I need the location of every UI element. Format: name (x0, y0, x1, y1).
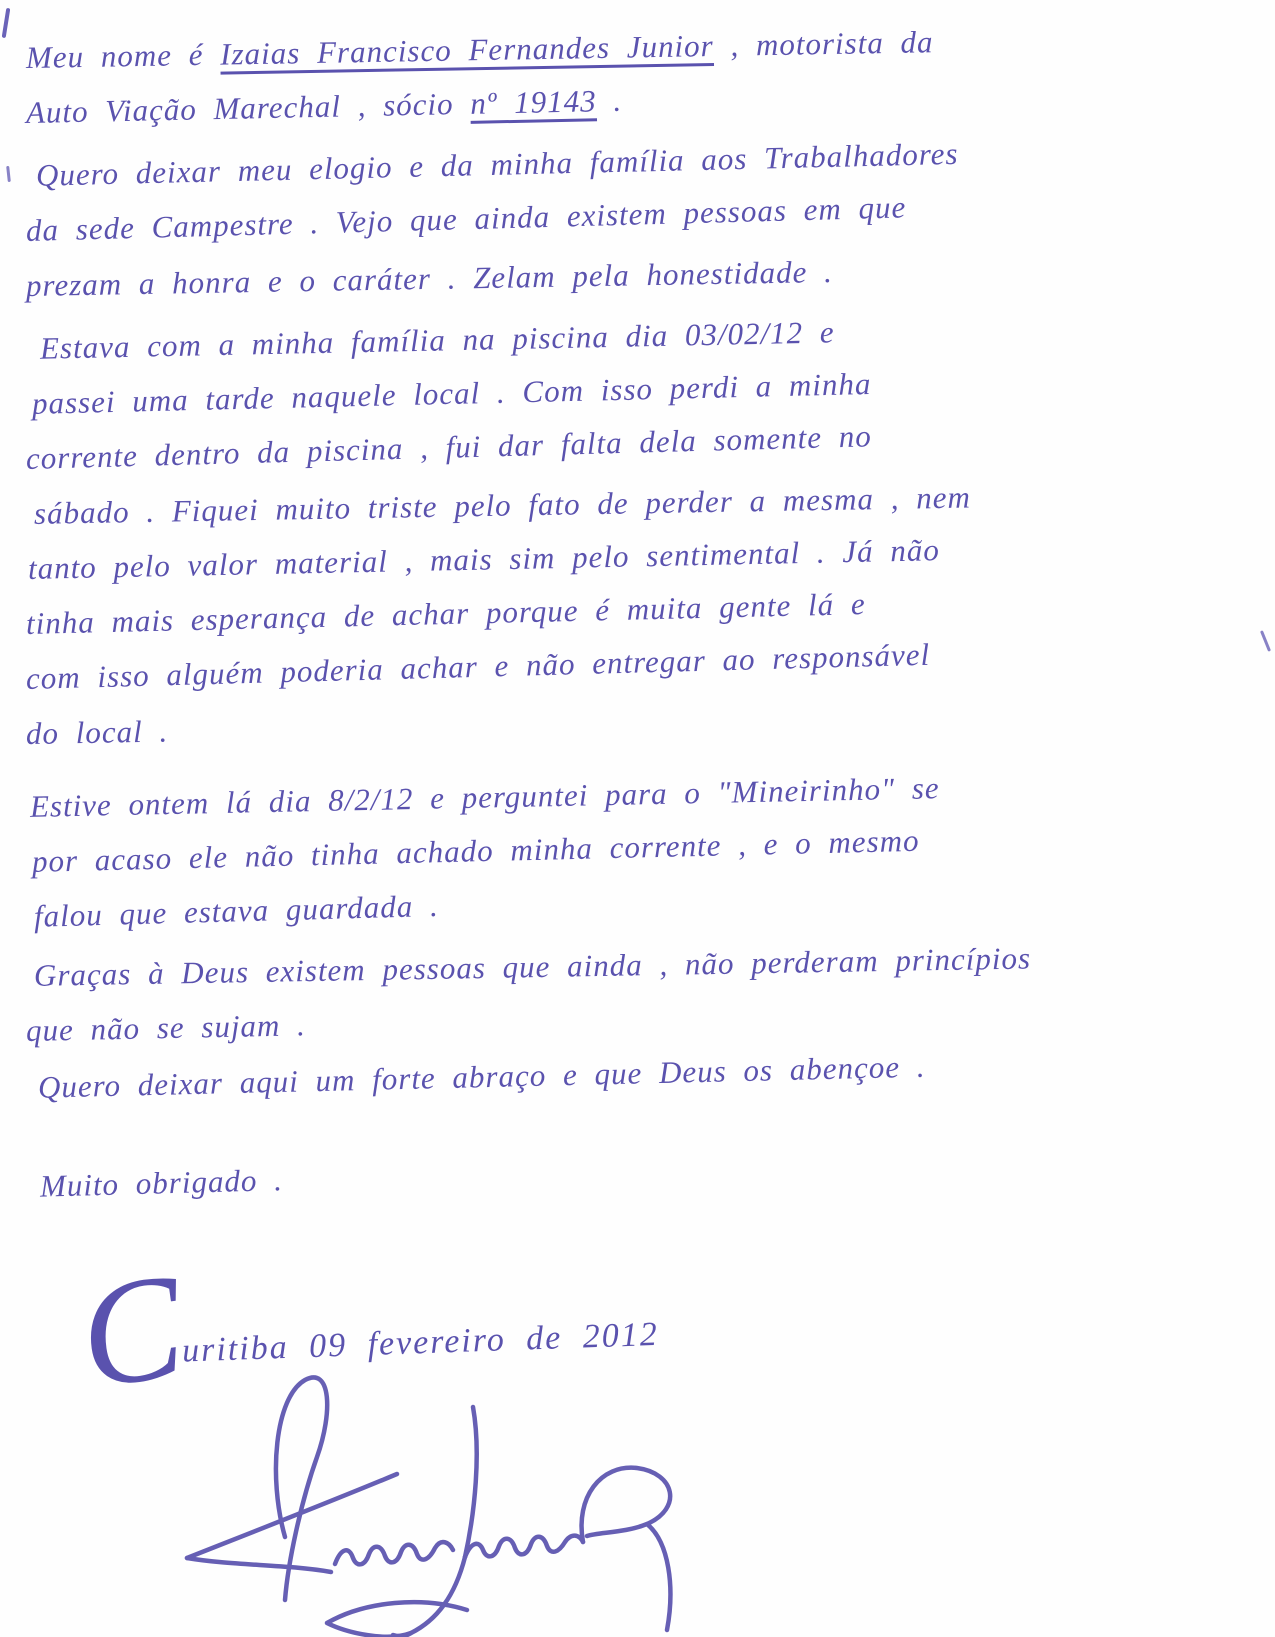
text-segment: Graças à Deus existem pessoas que ainda , não perderam princípios (33, 940, 1032, 993)
signature-stroke (187, 1558, 331, 1572)
dateline-rest: uritiba 09 fevereiro de 2012 (181, 1315, 660, 1370)
text-segment: . (596, 82, 623, 119)
letter-body (25, 24, 1245, 1222)
signature-stroke (465, 1407, 477, 1557)
paragraph (26, 1048, 1245, 1115)
text-segment: tinha mais esperança de achar porque é muita gente lá e (25, 586, 867, 641)
text-segment: Meu nome é (25, 36, 221, 75)
signature-stroke (465, 1536, 583, 1557)
scan-artifact (6, 166, 11, 182)
signature-stroke (647, 1524, 670, 1630)
paragraph (26, 770, 1245, 944)
text-segment: prezam a honra e o caráter . Zelam pela honestidade . (25, 253, 834, 303)
underlined-text: Izaias Francisco Fernandes Junior (219, 27, 714, 72)
text-segment: por acaso ele não tinha achado minha corrente , e o mesmo (31, 822, 920, 879)
text-segment: Auto Viação Marechal , sócio (25, 85, 471, 130)
text-segment: passei uma tarde naquele local . Com isso perdi a minha (31, 365, 872, 421)
text-segment: , motorista da (713, 24, 934, 63)
text-segment: com isso alguém poderia achar e não entregar ao responsável (25, 636, 931, 696)
signature-stroke (582, 1468, 671, 1542)
signature-stroke (335, 1542, 453, 1564)
underlined-text: nº 19143 (469, 83, 597, 121)
text-segment: falou que estava guardada . (33, 887, 440, 934)
text-segment: tanto pelo valor material , mais sim pelo sentimental . Já não (27, 532, 941, 586)
scan-artifact (1260, 630, 1271, 652)
text-segment: da sede Campestre . Vejo que ainda existem pessoas em que (25, 189, 907, 248)
text-segment: Estava com a minha família na piscina dia 03/02/12 e (39, 314, 835, 366)
signature-stroke (327, 1557, 467, 1637)
text-segment: que não se sujam . (25, 1007, 307, 1048)
paragraph (25, 135, 1245, 313)
signature (135, 1352, 755, 1637)
dateline-initial: C (70, 1242, 193, 1421)
handwritten-line (25, 1126, 1245, 1214)
text-segment: Quero deixar meu elogio e da minha família aos Trabalhadores (35, 135, 959, 193)
paragraph (26, 1159, 1245, 1214)
paragraph (25, 314, 1245, 761)
text-segment: do local . (25, 713, 169, 751)
text-segment: Muito obrigado . (39, 1162, 284, 1204)
text-segment: sábado . Fiquei muito triste pelo fato de perder a mesma , nem (33, 479, 972, 531)
text-segment: corrente dentro da piscina , fui dar falta dela somente no (25, 418, 873, 476)
text-segment: Quero deixar aqui um forte abraço e que Deus os abençoe . (37, 1048, 926, 1105)
text-segment: Estive ontem lá dia 8/2/12 e perguntei para o "Mineirinho" se (29, 770, 940, 824)
scan-artifact (2, 8, 11, 38)
